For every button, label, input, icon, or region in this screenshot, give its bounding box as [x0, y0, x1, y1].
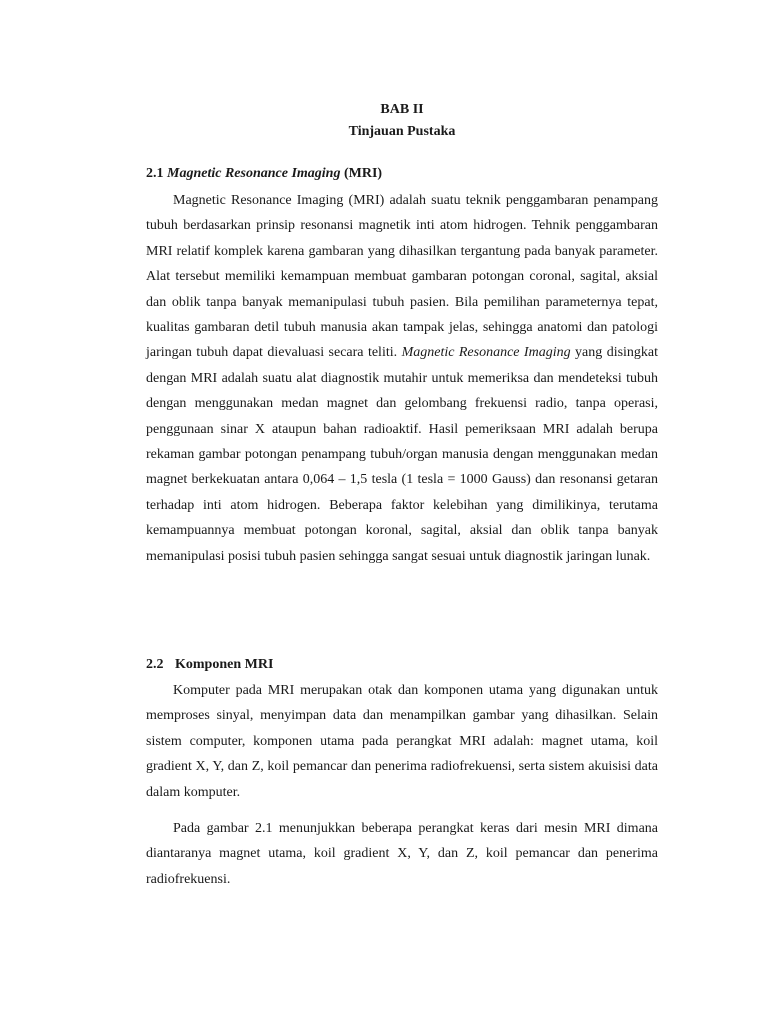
section-title: Komponen MRI	[175, 657, 274, 672]
section-2-2-paragraph-2: Pada gambar 2.1 menunjukkan beberapa perangkat keras dari mesin MRI dimana diantaranya magnet utama, koil gradient X, Y, dan Z, koil pemancar dan penerima radiofrekuensi.	[146, 821, 658, 887]
section-number: 2.1	[146, 166, 164, 181]
section-heading-2-2	[146, 657, 273, 673]
section-2-1-paragraph	[146, 188, 658, 569]
section-title-italic: Magnetic Resonance Imaging	[167, 166, 341, 181]
paragraph-text: yang disingkat dengan MRI adalah suatu alat diagnostik mutahir untuk memeriksa dan mendeteksi tubuh dengan menggunakan medan magnet dan gelombang frekuensi radio, tanpa operasi, penggunaan sinar X ataupun bahan radioaktif. Hasil pemeriksaan MRI adalah berupa rekaman gambar potongan penampang tubuh/organ manusia dengan menggunakan medan magnet berkekuatan antara 0,064 – 1,5 tesla (1 tesla = 1000 Gauss) dan resonansi getaran terhadap inti atom hidrogen. Beberapa faktor kelebihan yang dimilikinya, terutama kemampuannya membuat potongan koronal, sagital, aksial dan oblik tanpa banyak memanipulasi posisi tubuh pasien sehingga sangat sesuai untuk diagnostik jaringan lunak.	[146, 345, 659, 564]
paragraph-italic-term: Magnetic Resonance Imaging	[401, 345, 571, 361]
document-page	[146, 0, 658, 1024]
section-2-2-paragraph-1: Komputer pada MRI merupakan otak dan komponen utama yang digunakan untuk memproses sinyal, menyimpan data dan menampilkan gambar yang dihasilkan. Selain sistem computer, komponen utama pada perangkat MRI adalah: magnet utama, koil gradient X, Y, dan Z, koil pemancar dan penerima radiofrekuensi, serta sistem akuisisi data dalam komputer.	[146, 683, 658, 800]
paragraph-text: Magnetic Resonance Imaging (MRI) adalah suatu teknik penggambaran penampang tubuh berdasarkan prinsip resonansi magnetik inti atom hidrogen. Tehnik penggambaran MRI relatif komplek karena gambaran yang dihasilkan tergantung pada banyak parameter. Alat tersebut memiliki kemampuan membuat gambaran potongan coronal, sagital, aksial dan oblik tanpa banyak memanipulasi tubuh pasien. Bila pemilihan parameternya tepat, kualitas gambaran detil tubuh manusia akan tampak jelas, sehingga anatomi dan patologi jaringan tubuh dapat dievaluasi secara teliti.	[146, 193, 658, 361]
chapter-title: Tinjauan Pustaka	[348, 124, 456, 139]
chapter-number: BAB II	[380, 102, 424, 117]
section-heading-2-1	[146, 166, 382, 182]
section-title-suffix: (MRI)	[343, 166, 383, 181]
section-number: 2.2	[146, 657, 164, 672]
